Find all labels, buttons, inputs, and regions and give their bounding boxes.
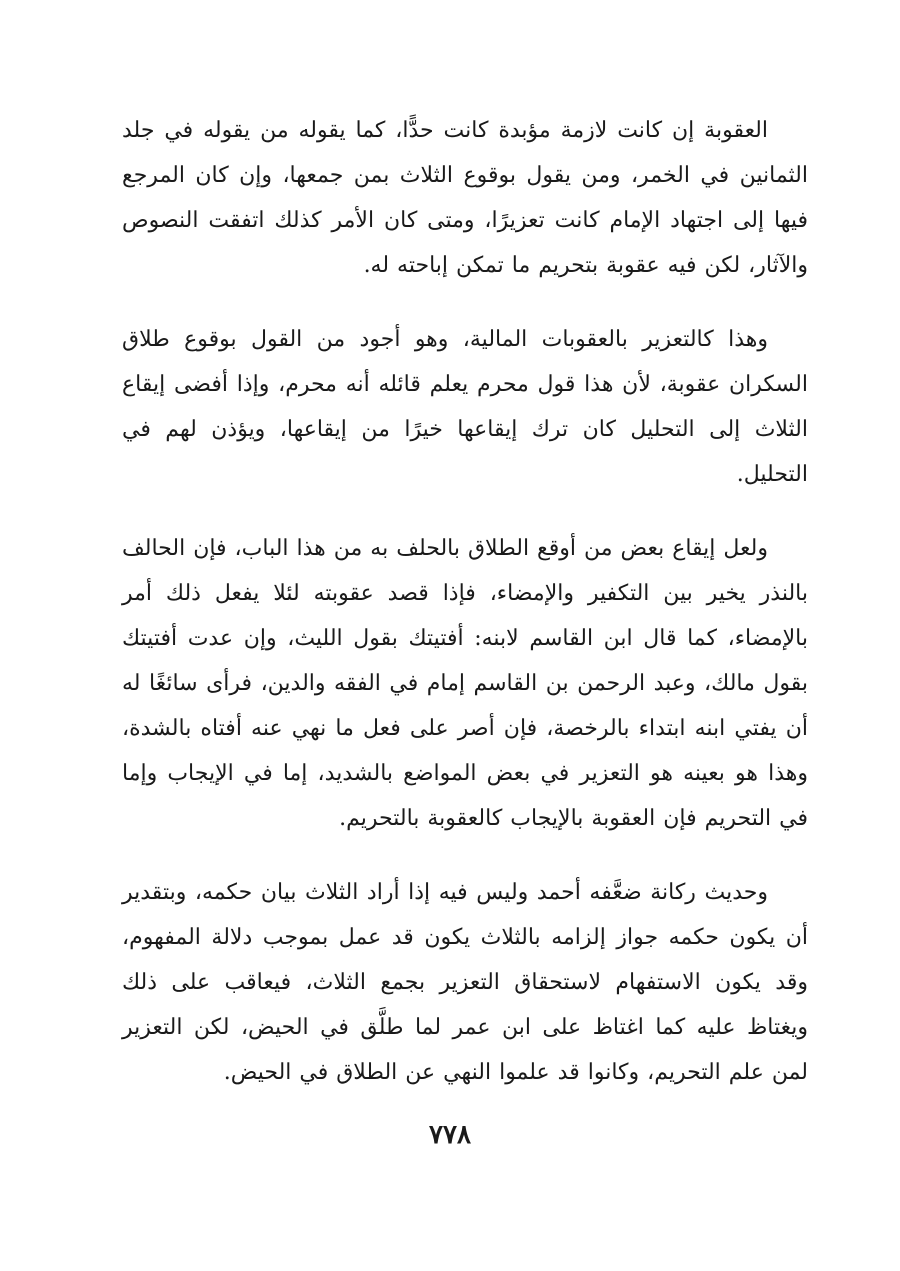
paragraph-3: ولعل إيقاع بعض من أوقع الطلاق بالحلف به من هذا الباب، فإن الحالف بالنذر يخير بين التكفير والإمضاء، فإذا قصد عقوبته لئلا يفعل ذلك أمر بالإمضاء، كما قال ابن القاسم لابنه: أفتيتك بقول الليث، وإن عدت أفتيتك بقول مالك، وعبد الرحمن بن القاسم إمام في الفقه والدين، فرأى سائغًا له أن يفتي ابنه ابتداء بالرخصة، فإن أصر على فعل ما نهي عنه أفتاه بالشدة، وهذا هو بعينه هو التعزير في بعض المواضع بالشديد، إما في الإيجاب وإما في التحريم فإن العقوبة بالإيجاب كالعقوبة بالتحريم.: [122, 536, 808, 831]
paragraph-4: وحديث ركانة ضعَّفه أحمد وليس فيه إذا أراد الثلاث بيان حكمه، وبتقدير أن يكون حكمه جواز إلزامه بالثلاث يكون قد عمل بموجب دلالة المفهوم، وقد يكون الاستفهام لاستحقاق التعزير بجمع الثلاث، فيعاقب على ذلك ويغتاظ عليه كما اغتاظ على ابن عمر لما طلَّق في الحيض، لكن التعزير لمن علم التحريم، وكانوا قد علموا النهي عن الطلاق في الحيض.: [122, 880, 809, 1085]
paragraph-2: وهذا كالتعزير بالعقوبات المالية، وهو أجود من القول بوقوع طلاق السكران عقوبة، لأن هذا قول محرم يعلم قائله أنه محرم، وإذا أفضى إيقاع الثلاث إلى التحليل كان ترك إيقاعها خيرًا من إيقاعها، ويؤذن لهم في التحليل.: [122, 327, 808, 487]
paragraph-1: العقوبة إن كانت لازمة مؤبدة كانت حدًّا، كما يقوله من يقوله في جلد الثمانين في الخمر، ومن يقول بوقوع الثلاث بمن جمعها، وإن كان المرجع فيها إلى اجتهاد الإمام كانت تعزيرًا، ومتى كان الأمر كذلك اتفقت النصوص والآثار، لكن فيه عقوبة بتحريم ما تمكن إباحته له.: [122, 118, 808, 278]
page-body: [122, 108, 808, 1095]
page-number: ٧٧٨: [429, 1120, 471, 1150]
